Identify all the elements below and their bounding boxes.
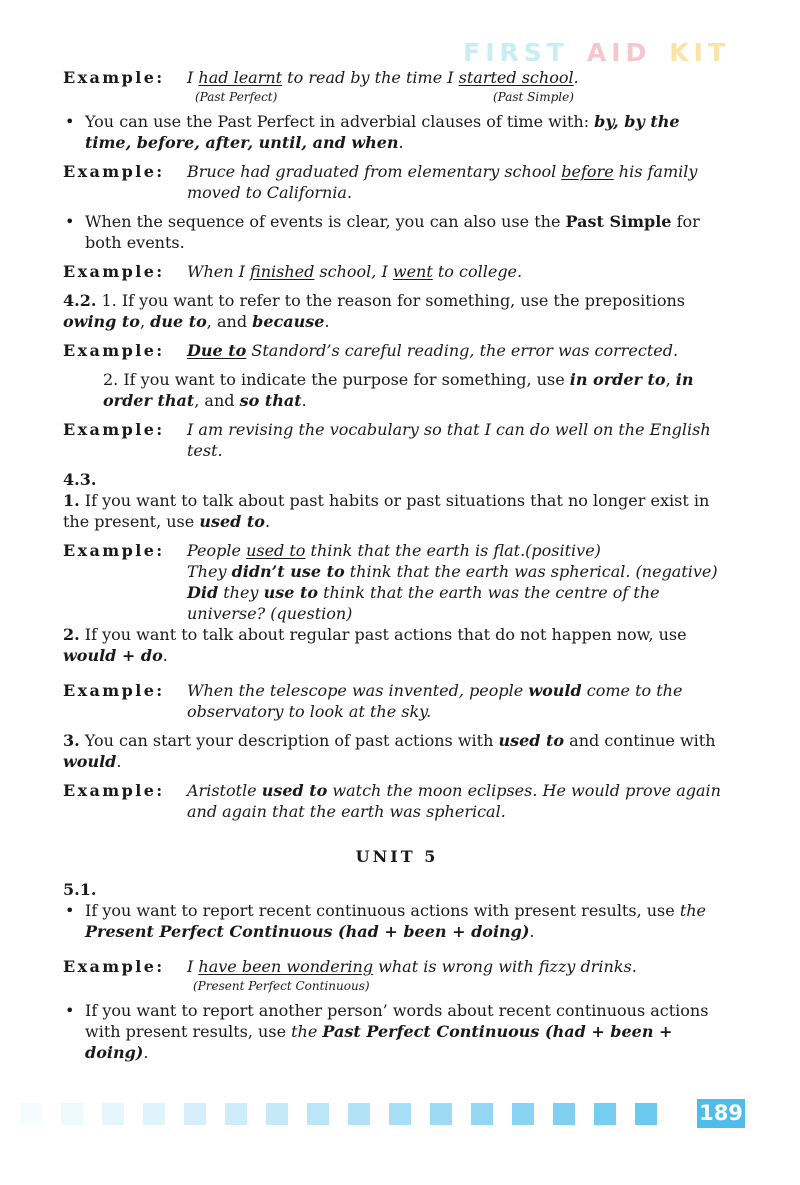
example-block: Example: Bruce had graduated from elementary school before his family moved to California. <box>63 162 698 202</box>
bullet-item: • You can use the Past Perfect in adverbial clauses of time with: by, by the time, before, after, until, and when. <box>65 112 680 152</box>
header-word-first: FIRST <box>463 38 569 67</box>
example-block <box>63 67 731 105</box>
example-label: Example: <box>63 541 165 560</box>
running-header <box>463 38 730 67</box>
bullet-item: • If you want to report recent continuous actions with present results, use the Present Perfect Continuous (had + been + doing). <box>65 901 707 941</box>
section-5-1-heading: 5.1. <box>63 880 97 899</box>
section-4-3-point-2: 2. If you want to talk about regular past actions that do not happen now, use would + do. <box>63 625 687 665</box>
section-4-3-heading: 4.3. <box>63 470 97 489</box>
header-word-aid: AID <box>586 38 652 67</box>
footer-decoration <box>20 1103 657 1125</box>
tense-caption: (Past Perfect) (Past Simple) <box>195 90 574 104</box>
example-label: Example: <box>63 681 165 700</box>
bullet-item: • When the sequence of events is clear, you can also use the Past Simple for both events. <box>65 212 700 252</box>
section-4-3-point-1: 1. If you want to talk about past habits or past situations that no longer exist in the present, use used to. <box>63 491 710 531</box>
bullet-item: • If you want to report another person’ words about recent continuous actions with present results, use the Past Perfect Continuous (had + been + doing). <box>65 1001 709 1062</box>
section-4-2: 4.2. 1. If you want to refer to the reason for something, use the prepositions owing to, due to, and because. <box>63 291 685 331</box>
example-block: Example: Due to Standord’s careful reading, the error was corrected. <box>63 341 679 360</box>
example-label: Example: <box>63 262 165 281</box>
example-block: Example: I have been wondering what is wrong with fizzy drinks. (Present Perfect Continuous) <box>63 956 731 994</box>
section-4-3-point-3: 3. You can start your description of past actions with used to and continue with would. <box>63 731 716 771</box>
header-word-kit: KIT <box>669 38 730 67</box>
example-block: Example: People used to think that the earth is flat.(positive) They didn’t use to think that the earth was spherical. (negative) Did they use to think that the earth was the centre of the universe? (question) <box>63 541 718 623</box>
page-content <box>63 67 731 1071</box>
example-block: Example: Aristotle used to watch the moon eclipses. He would prove again and again that the earth was spherical. <box>63 781 721 821</box>
example-block: Example: When the telescope was invented, people would come to the observatory to look at the sky. <box>63 681 683 721</box>
example-label: Example: <box>63 162 165 181</box>
example-block: Example: When I finished school, I went to college. <box>63 262 523 281</box>
page-number: 189 <box>697 1099 745 1128</box>
example-label: Example: <box>63 341 165 360</box>
example-label: Example: <box>63 957 165 976</box>
example-label: Example: <box>63 68 165 87</box>
example-block: Example: I am revising the vocabulary so that I can do well on the English test. <box>63 420 711 460</box>
unit-title: UNIT 5 <box>355 847 439 866</box>
tense-caption: (Present Perfect Continuous) <box>193 979 370 993</box>
section-4-2-point-2: 2. If you want to indicate the purpose for something, use in order to, in order that, and so that. <box>103 370 694 410</box>
example-label: Example: <box>63 781 165 800</box>
example-label: Example: <box>63 420 165 439</box>
example-text: I had learnt to read by the time I started school. (Past Perfect) (Past Simple) <box>187 67 731 105</box>
